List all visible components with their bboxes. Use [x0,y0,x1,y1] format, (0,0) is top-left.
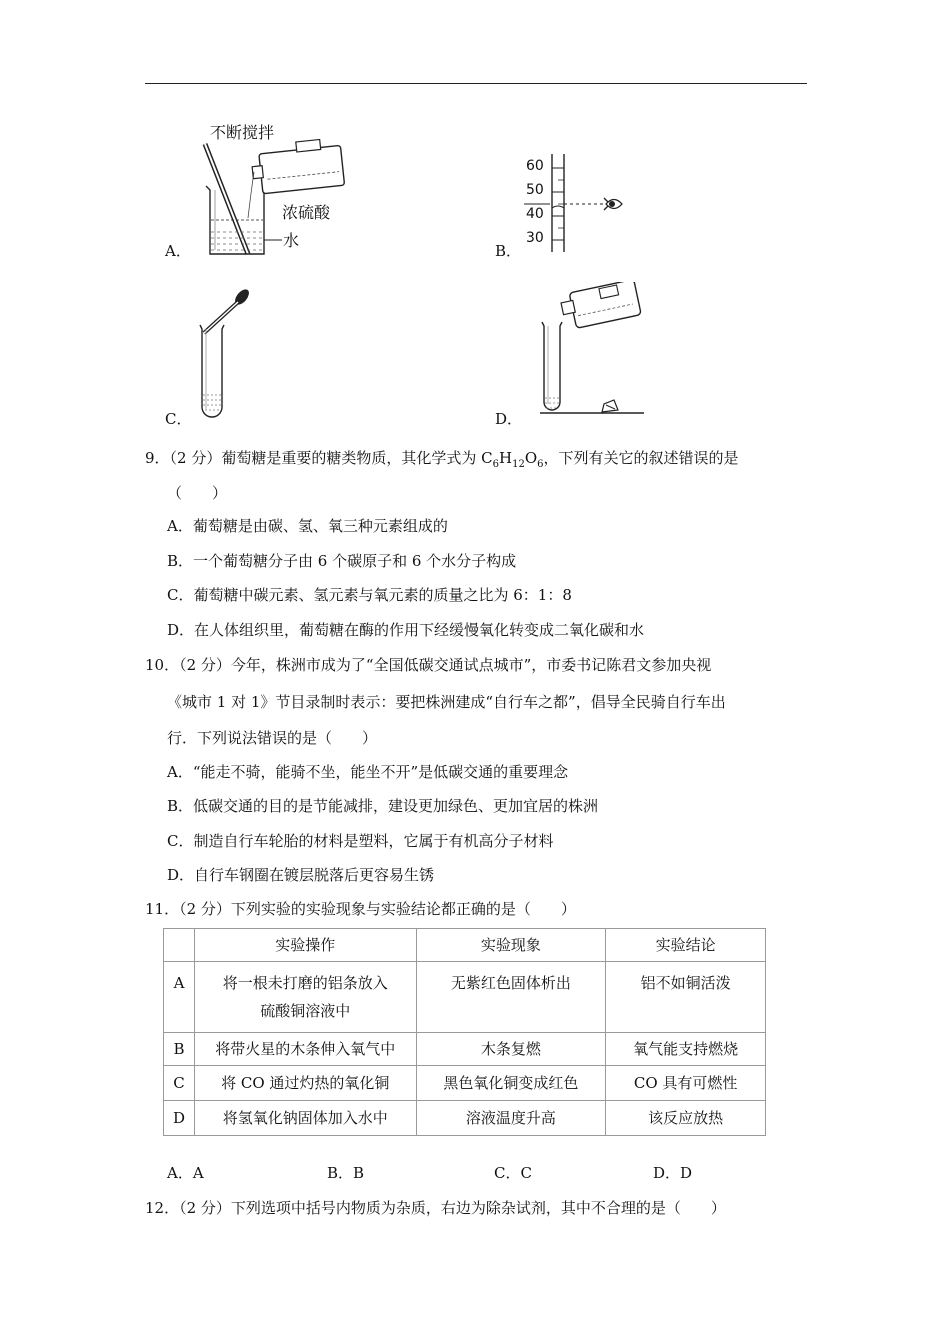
phenomenon-cell: 黑色氧化铜变成红色 [416,1066,606,1101]
table-header-cell: 实验现象 [416,929,606,962]
water-label: 水 [283,231,300,250]
q11-answer-a[interactable]: A．A [167,1164,204,1182]
row-key: B [164,1033,195,1066]
q11-answer-d[interactable]: D．D [653,1164,693,1182]
table-row [164,1066,766,1101]
table-row [164,1101,766,1136]
figure-a-label: A． [165,242,191,260]
q10-stem-line2: 《城市 1 对 1》节目录制时表示：要把株洲建成“自行车之都”，倡导全民骑自行车出 [167,693,726,711]
figure-d-label: D． [495,410,523,428]
header-rule [145,83,807,84]
q12-stem: 12．（2 分）下列选项中括号内物质为杂质，右边为除杂试剂，其中不合理的是（ ） [145,1199,726,1217]
q10-option-c[interactable]: C．制造自行车轮胎的材料是塑料，它属于有机高分子材料 [167,832,554,850]
figure-b-label: B． [495,242,522,260]
q11-answer-c[interactable]: C．C [494,1164,532,1182]
operation-cell: 将氢氧化钠固体加入水中 [194,1101,416,1136]
figure-c-label: C． [165,410,192,428]
acid-label: 浓硫酸 [282,203,331,222]
eye-icon [606,200,622,209]
figure-a-dilution [190,120,350,262]
q10-option-a[interactable]: A．“能走不骑，能骑不坐，能坐不开”是低碳交通的重要理念 [167,763,569,781]
operation-cell: 将 CO 通过灼热的氧化铜 [194,1066,416,1101]
operation-cell: 将一根未打磨的铝条放入 硫酸铜溶液中 [194,962,416,1033]
conclusion-cell: 铝不如铜活泼 [606,962,766,1033]
q9-blank: （ ） [167,484,228,502]
q10-stem-line3: 行．下列说法错误的是（ ） [167,729,378,747]
q9-option-b[interactable]: B．一个葡萄糖分子由 6 个碳原子和 6 个水分子构成 [167,552,517,570]
q9-option-d[interactable]: D．在人体组织里，葡萄糖在酶的作用下经缓慢氧化转变成二氧化碳和水 [167,621,645,639]
figure-c-dropper [190,285,260,425]
q10-option-b[interactable]: B．低碳交通的目的是节能减排，建设更加绿色、更加宜居的株洲 [167,797,599,815]
table-header-row [164,929,766,962]
figure-b-cylinder [520,150,630,254]
q10-option-d[interactable]: D．自行车钢圈在镀层脱落后更容易生锈 [167,866,435,884]
q11-answer-b[interactable]: B．B [327,1164,365,1182]
phenomenon-cell: 溶液温度升高 [416,1101,606,1136]
phenomenon-cell: 木条复燃 [416,1033,606,1066]
q9-option-a[interactable]: A．葡萄糖是由碳、氢、氧三种元素组成的 [167,517,448,535]
row-key: D [164,1101,195,1136]
stir-label: 不断搅拌 [210,123,275,142]
table-row [164,962,766,1033]
tick-50: 50 [526,182,544,198]
q9-option-c[interactable]: C．葡萄糖中碳元素、氢元素与氧元素的质量之比为 6：1：8 [167,586,572,604]
conclusion-cell: CO 具有可燃性 [606,1066,766,1101]
table-row [164,1033,766,1066]
tick-40: 40 [526,206,544,222]
operation-cell: 将带火星的木条伸入氧气中 [194,1033,416,1066]
figure-d-pouring [540,282,650,422]
row-key: A [164,962,195,1033]
table-header-cell [164,929,195,962]
q11-stem: 11．（2 分）下列实验的实验现象与实验结论都正确的是（ ） [145,900,576,918]
tick-30: 30 [526,230,544,246]
table-header-cell: 实验操作 [194,929,416,962]
row-key: C [164,1066,195,1101]
table-header-cell: 实验结论 [606,929,766,962]
conclusion-cell: 氧气能支持燃烧 [606,1033,766,1066]
conclusion-cell: 该反应放热 [606,1101,766,1136]
phenomenon-cell: 无紫红色固体析出 [416,962,606,1033]
tick-60: 60 [526,158,544,174]
q9-stem: 9．（2 分）葡萄糖是重要的糖类物质，其化学式为 $C_6H_{12}O_6$，下列有关它的叙述错误的是 [145,449,739,470]
experiment-table [163,928,766,1136]
q10-stem-line1: 10．（2 分）今年，株洲市成为了“全国低碳交通试点城市”，市委书记陈君文参加央视 [145,656,712,674]
